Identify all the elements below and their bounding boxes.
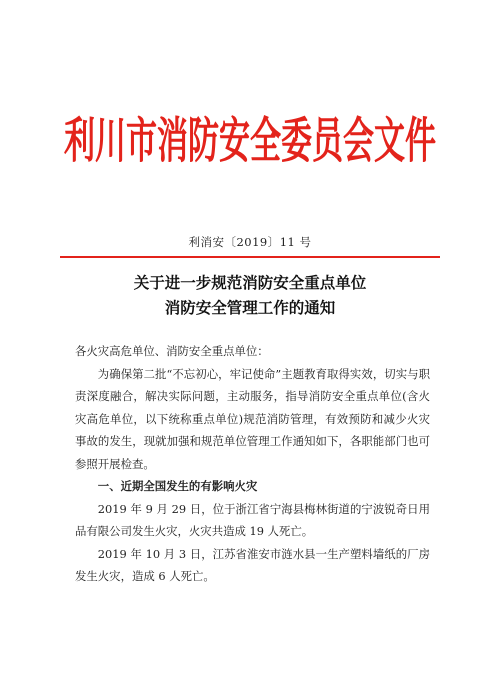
- section-heading: 一、近期全国发生的有影响火灾: [97, 479, 258, 493]
- document-body: [75, 340, 430, 588]
- notice-title-line-1: 关于进一步规范消防安全重点单位: [133, 273, 367, 292]
- incident-paragraph-2: 2019 年 10 月 3 日，江苏省淮安市涟水县一生产塑料墙纸的厂房发生火灾，造成 6 人死亡。: [75, 546, 430, 583]
- masthead-title: 利川市消防安全委员会文件: [64, 113, 436, 170]
- incident-paragraph-1: 2019 年 9 月 29 日，位于浙江省宁海县梅林街道的宁波锐奇日用品有限公司发生火灾，火灾共造成 19 人死亡。: [75, 501, 430, 538]
- notice-title: [0, 270, 500, 320]
- red-divider-rule: [60, 256, 440, 258]
- notice-title-line-2: 消防安全管理工作的通知: [164, 298, 336, 317]
- salutation: 各火灾高危单位、消防安全重点单位：: [75, 344, 269, 358]
- intro-paragraph: 为确保第二批“不忘初心，牢记使命”主题教育取得实效，切实与职责深度融合，解决实际问题，主动服务，指导消防安全重点单位(含火灾高危单位，以下统称重点单位)规范消防管理，有效预防和减少火灾事故的发生，现就加强和规范单位管理工作通知如下，各职能部门也可参照开展检查。: [75, 366, 430, 471]
- document-number: 利消安〔2019〕11 号: [188, 235, 312, 249]
